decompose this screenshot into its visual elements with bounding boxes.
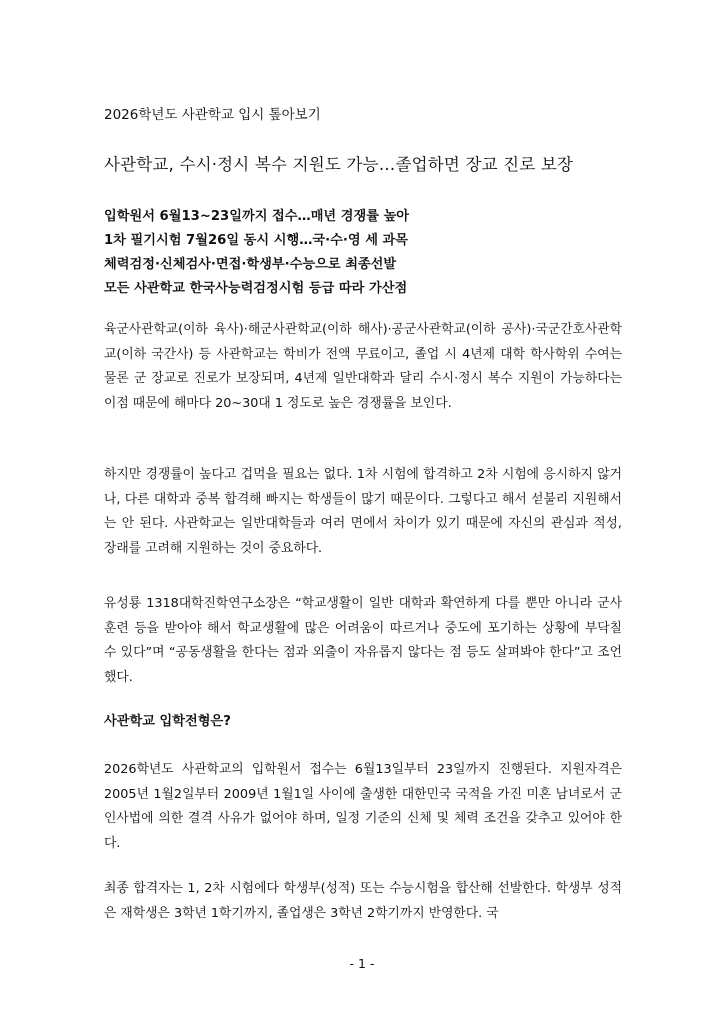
subheadline-list xyxy=(104,205,409,301)
page-number: - 1 - xyxy=(349,956,375,971)
series-title: 2026학년도 사관학교 입시 톺아보기 xyxy=(104,107,321,123)
body-paragraph: 하지만 경쟁률이 높다고 겁먹을 필요는 없다. 1차 시험에 합격하고 2차 시험에 응시하지 않거나, 다른 대학과 중복 합격해 빠지는 학생들이 많기 때문이다. 그렇다고 해서 섣불리 지원해서는 안 된다. 사관학교는 일반대학들과 여러 면에서 차이가 있기 때문에 자신의 관심과 적성, 장래를 고려해 지원하는 것이 중요하다. xyxy=(104,467,622,556)
body-paragraph: 2026학년도 사관학교의 입학원서 접수는 6월13일부터 23일까지 진행된다. 지원자격은 2005년 1월2일부터 2009년 1월1일 사이에 출생한 대한민국 국적을 가진 미혼 남녀로서 군인사법에 의한 결격 사유가 없어야 하며, 일정 기준의 신체 및 체력 조건을 갖추고 있어야 한다. xyxy=(104,762,622,851)
subheadline: 1차 필기시험 7월26일 동시 시행…국·수·영 세 과목 xyxy=(104,233,409,248)
subheadline: 입학원서 6월13~23일까지 접수…매년 경쟁률 높아 xyxy=(104,209,410,224)
subheadline: 모든 사관학교 한국사능력검정시험 등급 따라 가산점 xyxy=(104,281,408,296)
article-headline: 사관학교, 수시·정시 복수 지원도 가능…졸업하면 장교 진로 보장 xyxy=(104,155,574,174)
section-heading: 사관학교 입학전형은? xyxy=(104,714,231,729)
subheadline: 체력검정·신체검사·면접·학생부·수능으로 최종선발 xyxy=(104,257,397,272)
body-paragraph: 최종 합격자는 1, 2차 시험에다 학생부(성적) 또는 수능시험을 합산해 선발한다. 학생부 성적은 재학생은 3학년 1학기까지, 졸업생은 3학년 2학기까지 반영한다. 국 xyxy=(104,881,622,921)
body-paragraph: 유성룡 1318대학진학연구소장은 “학교생활이 일반 대학과 확연하게 다를 뿐만 아니라 군사 훈련 등을 받아야 해서 학교생활에 많은 어려움이 따르거나 중도에 포기하는 상황에 부닥칠 수 있다”며 “공동생활을 한다는 점과 외출이 자유롭지 않다는 점 등도 살펴봐야 한다”고 조언했다. xyxy=(104,596,622,685)
body-paragraph: 육군사관학교(이하 육사)·해군사관학교(이하 해사)·공군사관학교(이하 공사)·국군간호사관학교(이하 국간사) 등 사관학교는 학비가 전액 무료이고, 졸업 시 4년제 대학 학사학위 수여는 물론 군 장교로 진로가 보장되며, 4년제 일반대학과 달리 수시·정시 복수 지원이 가능하다는 이점 때문에 해마다 20~30대 1 정도로 높은 경쟁률을 보인다. xyxy=(104,322,622,411)
